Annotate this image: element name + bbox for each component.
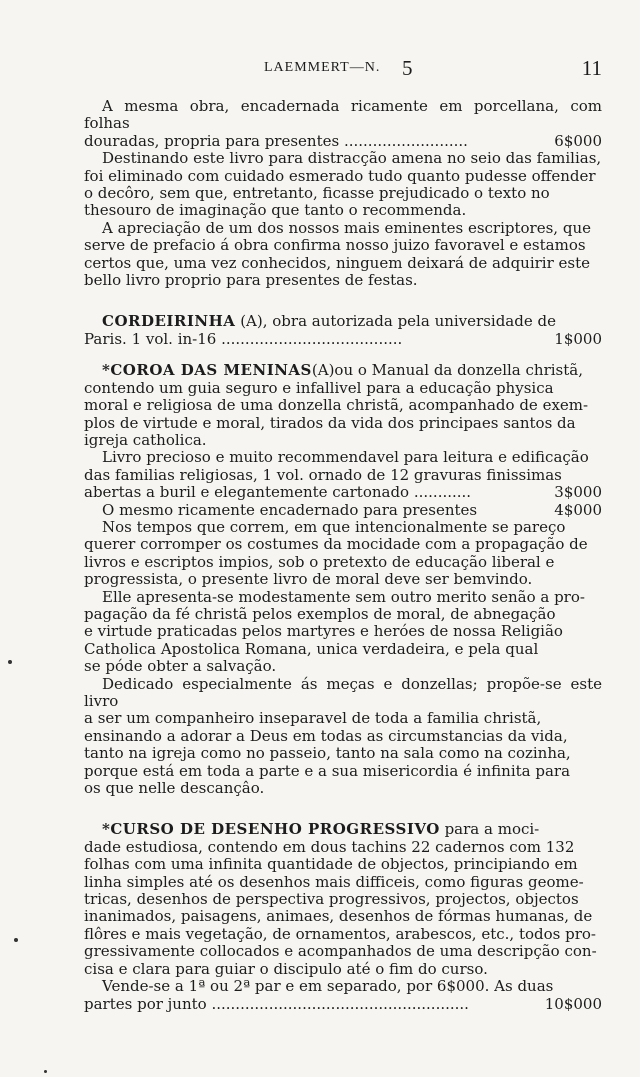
text-line: os que nelle descançâo. — [84, 779, 265, 798]
volume-number: 5 — [402, 56, 413, 80]
text-line: das familias religiosas, 1 vol. ornado de 12 gravuras finissimas — [84, 465, 562, 484]
text-line: A mesma obra, encadernada ricamente em porcellana, com folhas — [84, 97, 602, 133]
text-line: para a moci- — [439, 820, 540, 839]
entry-curso-de-desenho — [84, 821, 602, 1012]
price: 10$000 — [544, 995, 602, 1013]
price: 6$000 — [554, 132, 602, 150]
text-line: gressivamente collocados e acompanhados de uma descripção con- — [84, 942, 597, 961]
text-line: linha simples até os desenhos mais difficeis, como figuras geome- — [84, 872, 584, 891]
text-line: ensinando a adorar a Deus em todas as circumstancias da vida, — [84, 726, 568, 745]
text-line: A apreciação de um dos nossos mais eminentes escriptores, que — [102, 218, 591, 237]
text-line: se póde obter a salvação. — [84, 657, 277, 676]
ink-speck — [44, 1070, 47, 1073]
ink-speck — [8, 660, 12, 664]
price-line: douradas, propria para presentes .......................... 6$000 — [84, 132, 602, 150]
text-line: a ser um companheiro inseparavel de toda a familia christã, — [84, 709, 542, 728]
text-line: flôres e mais vegetação, de ornamentos, arabescos, etc., todos pro- — [84, 924, 596, 943]
text-line: Paris. 1 vol. in-16 — [84, 330, 217, 348]
text-line: O mesmo ricamente encadernado para presentes — [102, 501, 478, 519]
text-line: tanto na igreja como no passeio, tanto na sala como na cozinha, — [84, 744, 571, 763]
entry-heading: CORDEIRINHA — [102, 312, 236, 331]
text-line: serve de prefacio á obra confirma nosso juizo favoravel e estamos — [84, 236, 586, 255]
text-line: e virtude praticadas pelos martyres e heróes de nossa Religião — [84, 622, 563, 641]
entry-heading: *COROA DAS MENINAS — [102, 361, 312, 380]
text-line: foi eliminado com cuidado esmerado tudo quanto pudesse offender — [84, 166, 596, 185]
price-line: abertas a buril e elegantemente cartonado ............ 3$000 — [84, 484, 602, 502]
text-line: igreja catholica. — [84, 430, 207, 449]
page-number: 11 — [581, 56, 602, 80]
text-line: douradas, propria para presentes — [84, 132, 340, 150]
text-line: folhas com uma infinita quantidade de objectos, principiando em — [84, 855, 578, 874]
text-line: (A)ou o Manual da donzella christã, — [311, 361, 583, 380]
text-line: o decôro, sem que, entretanto, ficasse prejudicado o texto no — [84, 184, 550, 203]
entry-coroa-das-meninas — [84, 362, 602, 797]
text-line: inanimados, paisagens, animaes, desenhos de fórmas humanas, de — [84, 907, 593, 926]
text-line: porque está em toda a parte e a sua misericordia é infinita para — [84, 761, 571, 780]
text-line: thesouro de imaginação que tanto o recommenda. — [84, 201, 467, 220]
text-line: livros e escriptos impios, sob o pretexto de educação liberal e — [84, 552, 555, 571]
text-line: progressista, o presente livro de moral deve ser bemvindo. — [84, 570, 533, 589]
ink-speck — [14, 938, 18, 942]
price-line — [84, 502, 602, 519]
text-line: querer corromper os costumes da mocidade com a propagação de — [84, 535, 588, 554]
paragraph-mesma-obra — [84, 98, 602, 150]
price: 4$000 — [554, 501, 602, 519]
text-line: bello livro proprio para presentes de festas. — [84, 271, 418, 290]
price-line: Paris. 1 vol. in-16 ...................................... 1$000 — [84, 330, 602, 348]
text-line: moral e religiosa de uma donzella christã, acompanhado de exem- — [84, 396, 589, 415]
text-line: Livro precioso e muito recommendavel para leitura e edificação — [102, 448, 589, 467]
page-content — [84, 98, 602, 1013]
entry-cordeirinha — [84, 313, 602, 348]
price-line: partes por junto ...................................................... 10$000 — [84, 995, 602, 1013]
text-line: certos que, uma vez conhecidos, ninguem deixará de adquirir este — [84, 253, 591, 272]
text-line: Dedicado especialmente ás meças e donzellas; propõe-se este livro — [84, 674, 602, 710]
page-header — [84, 58, 602, 84]
paragraph-destinando — [84, 150, 602, 289]
text-line: Vende-se a 1ª ou 2ª par e em separado, por 6$000. As duas — [102, 977, 554, 996]
text-line: contendo um guia seguro e infallivel para a educação physica — [84, 378, 554, 397]
text-line: Elle apresenta-se modestamente sem outro merito senão a pro- — [102, 587, 585, 606]
text-line: partes por junto — [84, 995, 207, 1013]
running-title: LAEMMERT—N. — [264, 60, 381, 75]
price: 1$000 — [554, 330, 602, 348]
text-line: tricas, desenhos de perspectiva progressivos, projectos, objectos — [84, 890, 579, 909]
text-line: plos de virtude e moral, tirados da vida dos principaes santos da — [84, 413, 576, 432]
text-line: abertas a buril e elegantemente cartonado — [84, 484, 410, 502]
text-line: Destinando este livro para distracção amena no seio das familias, — [102, 149, 602, 168]
text-line: cisa e clara para guiar o discipulo até o fim do curso. — [84, 959, 488, 978]
text-line: Catholica Apostolica Romana, unica verdadeira, e pela qual — [84, 639, 539, 658]
text-line: (A), obra autorizada pela universidade de — [235, 312, 556, 331]
price: 3$000 — [554, 484, 602, 502]
text-line: pagação da fé christã pelos exemplos de moral, de abnegação — [84, 604, 556, 623]
text-line: dade estudiosa, contendo em dous tachins 22 cadernos com 132 — [84, 837, 575, 856]
entry-heading: *CURSO DE DESENHO PROGRESSIVO — [102, 820, 440, 839]
text-line: Nos tempos que correm, em que intencionalmente se pareço — [102, 517, 566, 536]
